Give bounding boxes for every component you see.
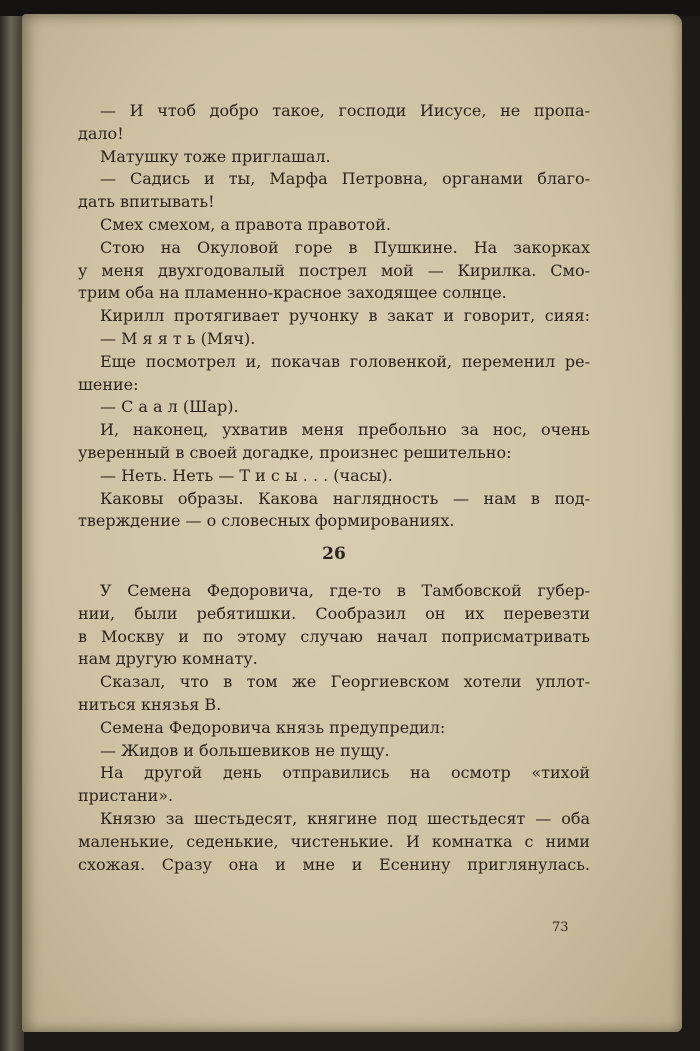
text-line: схожая. Сразу она и мне и Есенину приглянулась.	[78, 854, 590, 874]
book-page	[22, 14, 682, 1032]
text-line: — Жидов и большевиков не пущу.	[100, 740, 390, 760]
section-number: 26	[322, 544, 346, 565]
book-spine-shadow	[0, 0, 24, 1051]
text-line: в Москву и по этому случаю начал поприсматривать	[78, 626, 590, 646]
text-line: Каковы образы. Какова наглядность — нам в под-	[100, 488, 590, 508]
text-line: ниться князья В.	[78, 694, 222, 714]
text-line: — Неть. Неть — Т и с ы . . . (часы).	[100, 465, 393, 485]
text-line: — С а а л (Шар).	[100, 397, 239, 417]
text-line: пристани».	[78, 786, 174, 806]
text-line: Матушку тоже приглашал.	[100, 146, 331, 166]
text-line: Стою на Окуловой горе в Пушкине. На закорках	[100, 237, 590, 257]
text-line: шение:	[78, 374, 139, 394]
text-line: нии, были ребятишки. Сообразил он их перевезти	[78, 603, 590, 623]
text-line: уверенный в своей догадке, произнес решительно:	[78, 442, 512, 462]
text-line: — И чтоб добро такое, господи Иисусе, не пропа-	[100, 101, 590, 120]
text-after-section	[78, 580, 590, 876]
text-line: дало!	[78, 123, 124, 143]
text-line: — Садись и ты, Марфа Петровна, органами благо-	[100, 169, 590, 189]
text-line: У Семена Федоровича, где-то в Тамбовской губер-	[100, 580, 590, 600]
text-line: Кирилл протягивает ручонку в закат и говорит, сияя:	[100, 306, 590, 326]
text-line: маленькие, седенькие, чистенькие. И комнатка с ними	[78, 831, 590, 851]
text-line: у меня двухгодовалый пострел мой — Кирилка. Смо-	[78, 260, 590, 280]
text-line: трим оба на пламенно-красное заходящее солнце.	[78, 283, 507, 303]
text-line: И, наконец, ухватив меня пребольно за нос, очень	[100, 420, 590, 440]
page-text	[78, 100, 590, 876]
text-line: — М я я т ь (Мяч).	[100, 328, 256, 348]
text-line: тверждение — о словесных формированиях.	[78, 511, 455, 531]
page-number: 73	[552, 920, 569, 935]
text-line: дать впитывать!	[78, 192, 215, 212]
text-line: Семена Федоровича князь предупредил:	[100, 717, 446, 737]
text-line: Еще посмотрел и, покачав головенкой, переменил ре-	[100, 351, 590, 371]
text-line: На другой день отправились на осмотр «тихой	[100, 763, 590, 783]
text-line: Князю за шестьдесят, княгине под шестьдесят — оба	[100, 808, 590, 828]
text-line: Сказал, что в том же Георгиевском хотели уплот-	[100, 672, 590, 692]
text-line: нам другую комнату.	[78, 649, 258, 669]
text-line: Смех смехом, а правота правотой.	[100, 214, 391, 234]
text-before-section	[78, 100, 590, 533]
